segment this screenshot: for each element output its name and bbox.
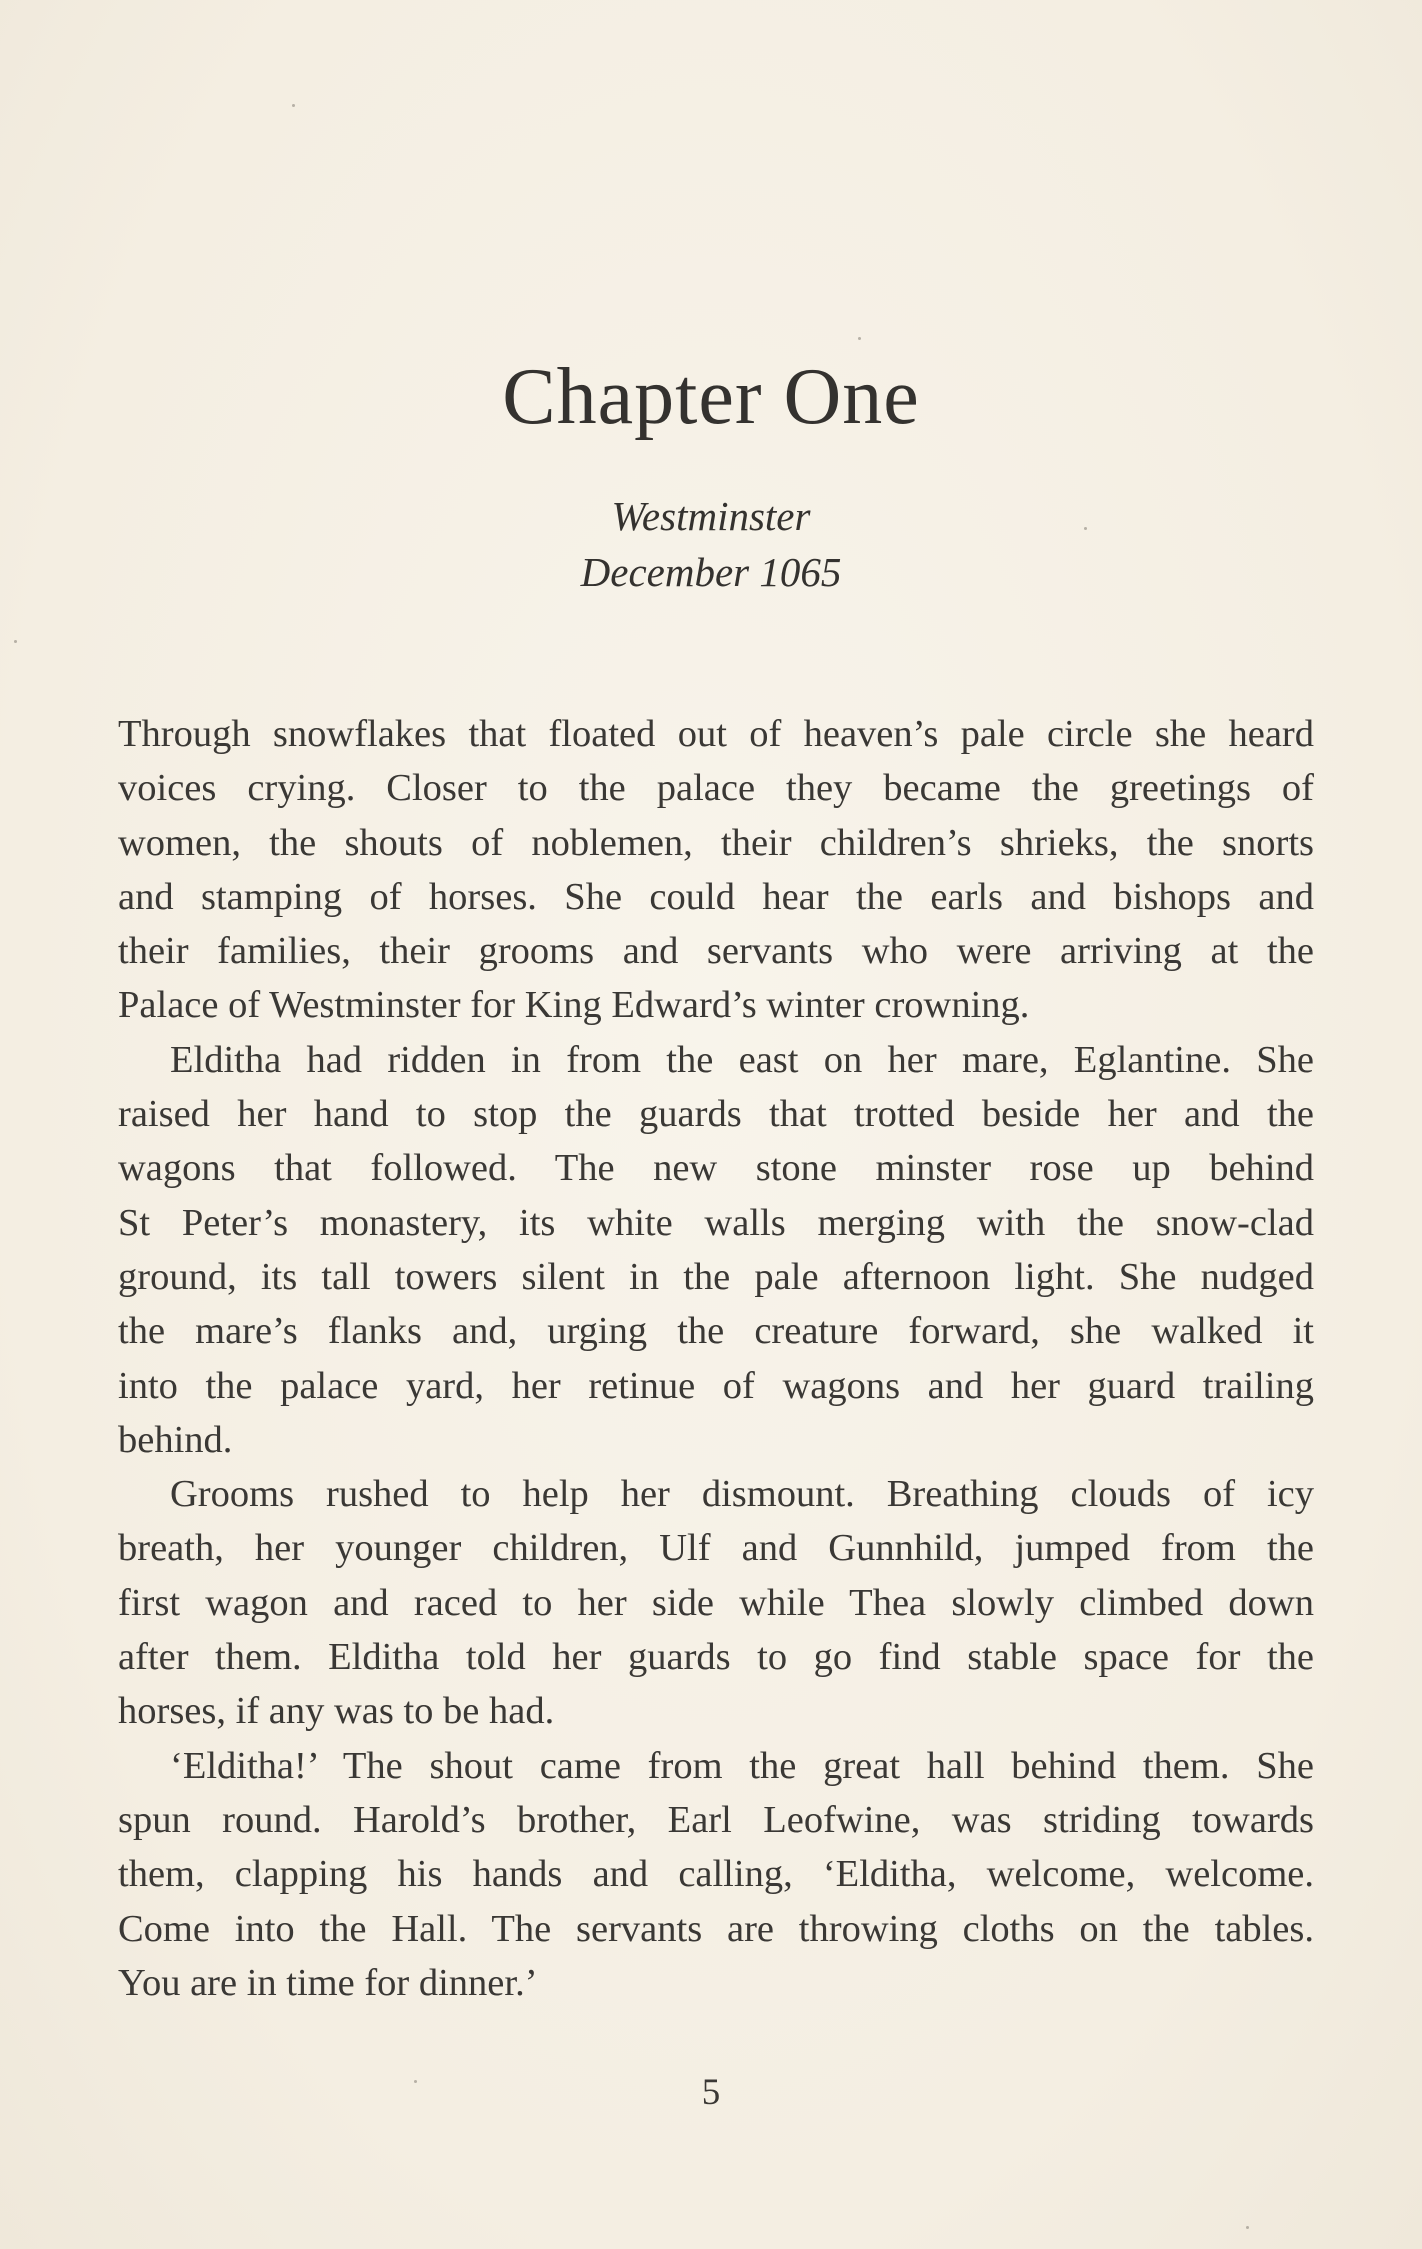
text-line: into the palace yard, her retinue of wagons and her guard trailing xyxy=(118,1364,1314,1407)
chapter-location: Westminster xyxy=(611,493,811,539)
text-line: Grooms rushed to help her dismount. Breathing clouds of icy xyxy=(170,1473,1314,1516)
body-text xyxy=(118,707,1314,2010)
text-line: wagons that followed. The new stone minster rose up behind xyxy=(118,1147,1314,1190)
text-line: raised her hand to stop the guards that trotted beside her and the xyxy=(118,1093,1314,1136)
text-line: and stamping of horses. She could hear the earls and bishops and xyxy=(118,875,1314,918)
paragraph xyxy=(118,1033,1314,1467)
text-line: You are in time for dinner.’ xyxy=(118,1961,538,2004)
text-line: Palace of Westminster for King Edward’s winter crowning. xyxy=(118,984,1030,1027)
text-line: St Peter’s monastery, its white walls merging with the snow-clad xyxy=(118,1201,1314,1244)
text-line: their families, their grooms and servants who were arriving at the xyxy=(118,930,1314,973)
text-line: breath, her younger children, Ulf and Gunnhild, jumped from the xyxy=(118,1527,1314,1570)
page-number: 5 xyxy=(701,2072,721,2113)
paragraph xyxy=(118,707,1314,1033)
text-line: the mare’s flanks and, urging the creature forward, she walked it xyxy=(118,1310,1314,1353)
chapter-date: December 1065 xyxy=(580,549,842,595)
paragraph xyxy=(118,1739,1314,2010)
text-line: after them. Elditha told her guards to go find stable space for the xyxy=(118,1636,1314,1679)
paper-speck xyxy=(292,104,295,107)
text-line: ground, its tall towers silent in the pale afternoon light. She nudged xyxy=(118,1255,1314,1298)
text-line: spun round. Harold’s brother, Earl Leofwine, was striding towards xyxy=(118,1798,1314,1841)
text-line: ‘Elditha!’ The shout came from the great hall behind them. She xyxy=(170,1744,1314,1787)
text-line: women, the shouts of noblemen, their children’s shrieks, the snorts xyxy=(118,821,1314,864)
text-line: them, clapping his hands and calling, ‘Elditha, welcome, welcome. xyxy=(118,1853,1314,1896)
text-line: voices crying. Closer to the palace they became the greetings of xyxy=(118,767,1314,810)
text-line: Through snowflakes that floated out of heaven’s pale circle she heard xyxy=(118,713,1314,755)
paper-speck xyxy=(1246,2226,1249,2229)
text-line: behind. xyxy=(118,1418,233,1461)
chapter-title: Chapter One xyxy=(502,353,920,441)
text-line: horses, if any was to be had. xyxy=(118,1690,555,1733)
text-line: first wagon and raced to her side while Thea slowly climbed down xyxy=(118,1581,1314,1624)
paper-speck xyxy=(14,640,17,643)
paper-speck xyxy=(858,337,861,340)
text-line: Come into the Hall. The servants are throwing cloths on the tables. xyxy=(118,1907,1314,1950)
paragraph xyxy=(118,1467,1314,1738)
text-line: Elditha had ridden in from the east on her mare, Eglantine. She xyxy=(170,1038,1314,1081)
